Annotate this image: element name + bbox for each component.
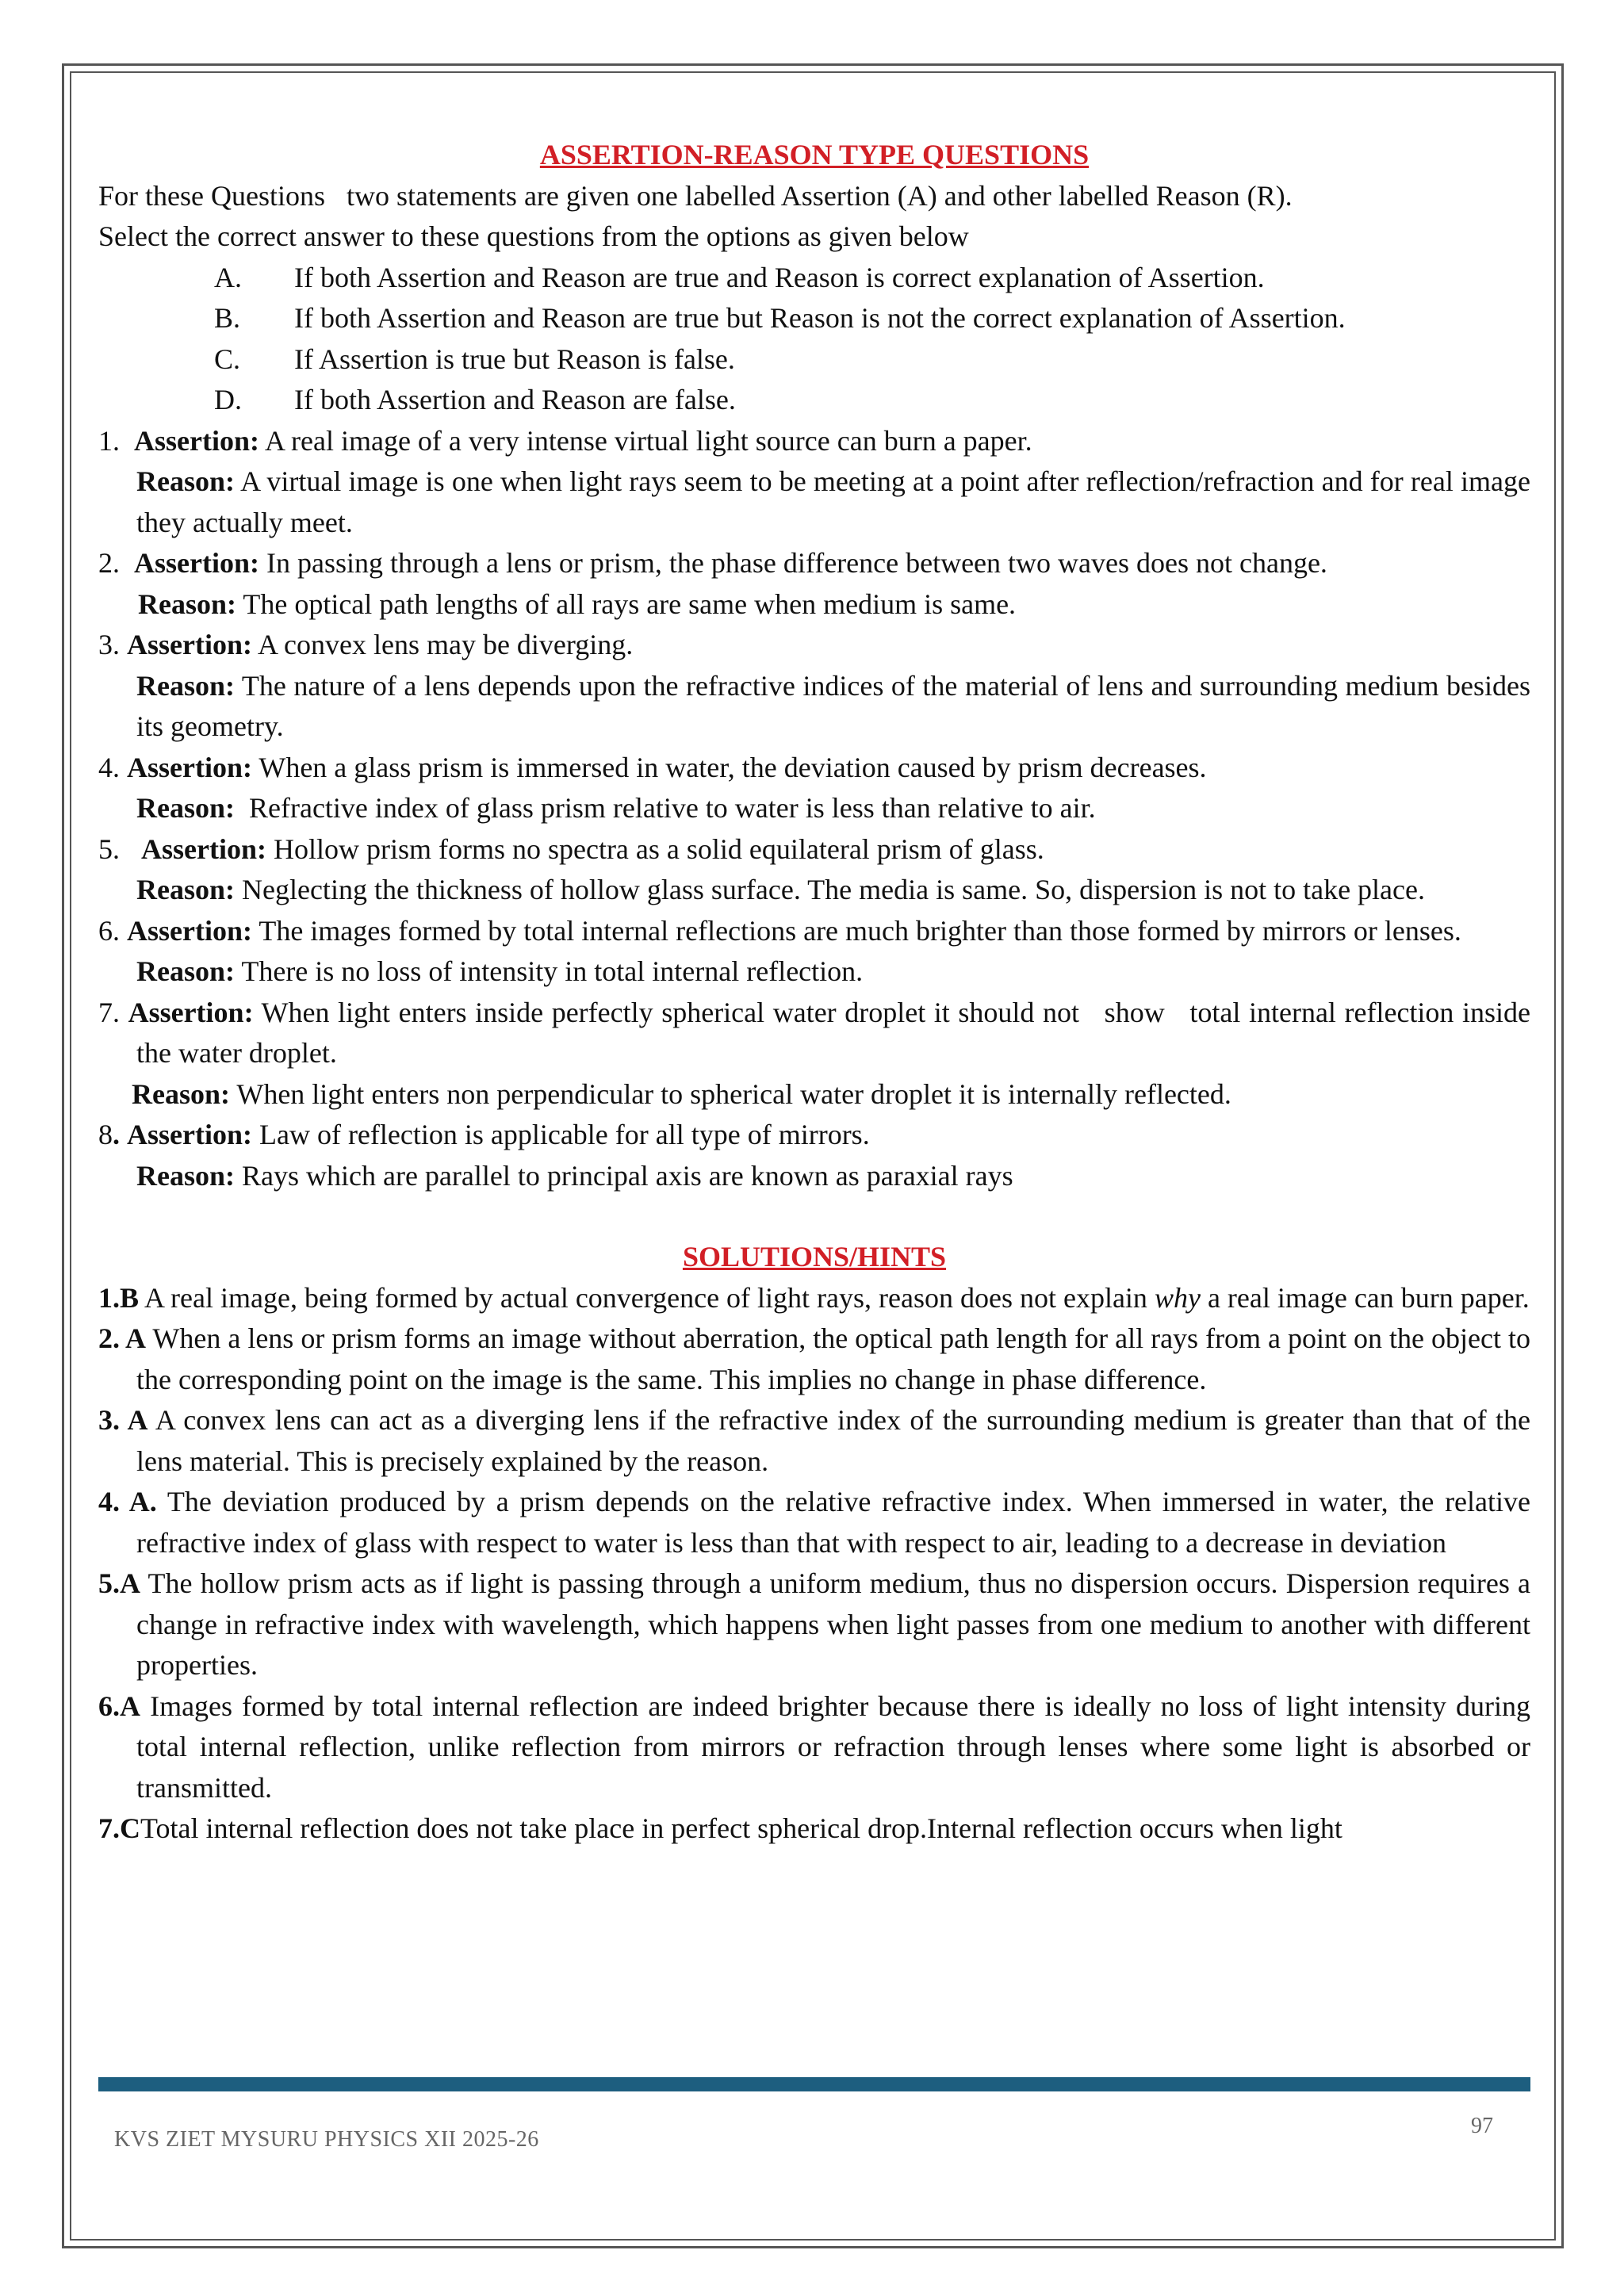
solution-4: 4. A. The deviation produced by a prism depends on the relative refractive index. When immersed in water, the relative refractive index of glass with respect to water is less than that with respect to air, leading to a decrease in deviation <box>98 1486 1531 1559</box>
footer-bar <box>98 2077 1530 2091</box>
question-3-assertion: 3. Assertion: A convex lens may be diverging. <box>98 629 634 660</box>
option-a: A. If both Assertion and Reason are true and Reason is correct explanation of Assertion. <box>214 261 1265 293</box>
question-1 <box>98 421 1530 544</box>
question-6 <box>98 911 1530 993</box>
question-2 <box>98 543 1530 625</box>
option-c: C. If Assertion is true but Reason is false. <box>214 342 735 375</box>
question-8-assertion: 8. Assertion: Law of reflection is applicable for all type of mirrors. <box>98 1119 870 1150</box>
intro-text <box>98 176 1530 258</box>
page-content <box>98 135 1538 1850</box>
question-4-assertion: 4. Assertion: When a glass prism is immersed in water, the deviation caused by prism decreases. <box>98 751 1207 783</box>
intro-line-1: For these Questions two statements are given one labelled Assertion (A) and other labelled Reason (R). <box>98 179 1293 212</box>
question-3-reason: Reason: The nature of a lens depends upon the refractive indices of the material of lens and surrounding medium besides its geometry. <box>136 669 1530 742</box>
option-d: D. If both Assertion and Reason are false. <box>214 384 736 415</box>
solution-2: 2. A When a lens or prism forms an image without aberration, the optical path length for all rays from a point on the object to the corresponding point on the image is the same. This implies no change in phase difference. <box>98 1322 1531 1395</box>
solution-5: 5.A The hollow prism acts as if light is passing through a uniform medium, thus no dispersion occurs. Dispersion requires a change in refractive index with wavelength, which happens when light passes from one medium to another with different properties. <box>98 1567 1530 1681</box>
options-list <box>98 258 1530 421</box>
question-2-assertion: 2. Assertion: In passing through a lens or prism, the phase difference between two waves does not change. <box>98 547 1327 579</box>
question-4-reason: Reason: Refractive index of glass prism relative to water is less than relative to air. <box>136 792 1096 824</box>
solution-1: 1.B A real image, being formed by actual convergence of light rays, reason does not explain why a real image can burn paper. <box>98 1281 1530 1314</box>
question-7-reason: Reason: When light enters non perpendicular to spherical water droplet it is internally reflected. <box>132 1077 1231 1110</box>
question-4 <box>98 748 1530 829</box>
question-7 <box>98 993 1538 1115</box>
question-1-assertion: 1. Assertion: A real image of a very intense virtual light source can burn a paper. <box>98 424 1032 457</box>
question-5-assertion: 5. Assertion: Hollow prism forms no spectra as a solid equilateral prism of glass. <box>98 832 1044 865</box>
question-6-reason: Reason: There is no loss of intensity in total internal reflection. <box>136 955 864 987</box>
question-5 <box>98 829 1530 911</box>
assertion-reason-heading: ASSERTION-REASON TYPE QUESTIONS <box>539 139 1090 170</box>
page-number: 97 <box>1471 2114 1493 2138</box>
footer-title: KVS ZIET MYSURU PHYSICS XII 2025-26 <box>114 2127 539 2152</box>
question-8 <box>98 1115 1530 1196</box>
section-gap <box>98 1196 1530 1237</box>
question-2-reason: Reason: The optical path lengths of all rays are same when medium is same. <box>138 587 1017 620</box>
question-5-reason: Reason: Neglecting the thickness of hollow glass surface. The media is same. So, dispersion is not to take place. <box>136 874 1425 905</box>
solution-3: 3. A A convex lens can act as a diverging lens if the refractive index of the surrounding medium is greater than that of the lens material. This is precisely explained by the reason. <box>98 1404 1530 1477</box>
question-6-assertion: 6. Assertion: The images formed by total internal reflections are much brighter than those formed by mirrors or lenses. <box>98 914 1461 947</box>
solution-7: 7.CTotal internal reflection does not take place in perfect spherical drop.Internal reflection occurs when light <box>98 1812 1342 1844</box>
question-1-reason: Reason: A virtual image is one when light rays seem to be meeting at a point after reflection/refraction and for real image they actually meet. <box>136 465 1530 538</box>
question-8-reason: Reason: Rays which are parallel to principal axis are known as paraxial rays <box>136 1159 1013 1192</box>
question-3 <box>98 625 1530 748</box>
intro-line-2: Select the correct answer to these questions from the options as given below <box>98 220 969 252</box>
option-b: B. If both Assertion and Reason are true but Reason is not the correct explanation of Assertion. <box>214 302 1346 334</box>
question-7-assertion: 7. Assertion: When light enters inside perfectly spherical water droplet it should not show total internal reflection inside the water droplet. <box>98 996 1538 1069</box>
solution-6: 6.A Images formed by total internal reflection are indeed brighter because there is ideally no loss of light intensity during total internal reflection, unlike reflection from mirrors or refraction through lenses where some light is absorbed or transmitted. <box>98 1689 1530 1804</box>
solutions-heading: SOLUTIONS/HINTS <box>682 1241 947 1272</box>
